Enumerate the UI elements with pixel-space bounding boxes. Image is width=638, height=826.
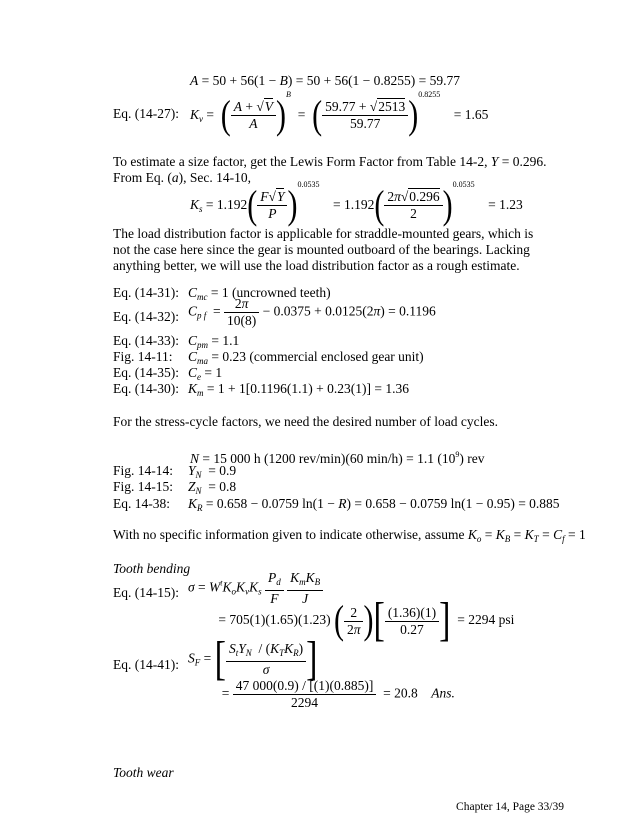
para-stress-cycle: For the stress-cycle factors, we need the desired number of load cycles. bbox=[113, 414, 498, 429]
para-load-distribution: The load distribution factor is applicable for straddle-mounted gears, which is not the case here since the gear is mounted outboard of the bearings. Lacking anything better, we will use the load distribution factor as a rough estimate. bbox=[113, 226, 534, 273]
equation-N: N = 15 000 h (1200 rev/min)(60 min/h) = 1.1 $(10^9)$ rev bbox=[190, 450, 485, 466]
factor-row-cpm: Eq. (14-33): $C_{pm} = 1.1$ bbox=[113, 333, 240, 350]
factor-row-ce: Eq. (14-35): $C_e = 1$ bbox=[113, 365, 223, 382]
para-assume: With no specific information given to indicate otherwise, assume $K_o = K_B = K_T = C_f = 1$ bbox=[113, 527, 586, 544]
factor-row-cpf: $C_{p f}$ = $\frac{2\pi}{10(8)}$ − 0.0375 + 0.0125(2π) = 0.1196 bbox=[188, 296, 436, 328]
page-footer: Chapter 14, Page 33/39 bbox=[456, 801, 564, 813]
para-lewis-2: From Eq. (a), Sec. 14-10, bbox=[113, 170, 251, 185]
factor-row-km: Eq. (14-30): $K_m = 1 + 1[0.1196(1.1) + 0.23(1)] = 1.36$ bbox=[113, 381, 409, 398]
row-zn: Fig. 14-15: $Z_N = 0.8$ bbox=[113, 479, 237, 496]
eq-14-27-label: Eq. (14-27): bbox=[113, 106, 179, 121]
eq-14-41: $S_F$ = [ $\frac{S_tY_N / (K_TK_R)}{\sigma}$ ] bbox=[188, 632, 318, 685]
eq-14-41-line2: = $\frac{47 000(0.9) / [(1)(0.885)]}{2294}$ = 20.8 Ans. bbox=[188, 678, 455, 710]
eq-14-15: $\sigma = W^tK_oK_vK_s$ $\frac{P_d}{F}$ $\frac{K_mK_B}{J}$ bbox=[188, 570, 323, 607]
factor-row-cmc: Eq. (14-31): $C_{mc} = 1$ (uncrowned teeth) bbox=[113, 285, 331, 302]
eq-14-15-result: = 2294 psi bbox=[457, 612, 515, 628]
eq-14-27: $K_v$ = ( $\frac{A + √V}{A}$ )$^B$ = ( $\frac{59.77 + √2513}{59.77}$ )$^{0.8255}$ = 1.65 bbox=[190, 90, 489, 138]
factor-row-cma: Fig. 14-11: $C_{ma} = 0.23$ (commercial enclosed gear unit) bbox=[113, 349, 424, 366]
eq-14-15-label: Eq. (14-15): bbox=[113, 585, 179, 600]
eq-14-41-label: Eq. (14-41): bbox=[113, 657, 179, 672]
row-kr: Eq. 14-38: $K_R = 0.658 - 0.0759$ ln(1 − R) = 0.658 − 0.0759 ln(1 − 0.95) = 0.885 bbox=[113, 496, 560, 513]
para-lewis-1: To estimate a size factor, get the Lewis Form Factor from Table 14-2, Y = 0.296. bbox=[113, 154, 547, 169]
equation-A: A = 50 + 56(1 − B) = 50 + 56(1 − 0.8255) = 59.77 bbox=[190, 73, 461, 88]
eq-14-15-line2: = 705(1)(1.65)(1.23) ( $\frac{2}{2\pi}$ )[ $\frac{(1.36)(1)}{0.27}$ ] = 2294 psi bbox=[218, 594, 515, 647]
row-yn: Fig. 14-14: $Y_N = 0.9$ bbox=[113, 463, 237, 480]
eq-ks-result: = 1.23 bbox=[488, 197, 523, 212]
factor-row-cpf-label: Eq. (14-32): bbox=[113, 309, 179, 324]
eq-ks: $K_s = 1.192$( $\frac{F√Y}{P}$ )$^{0.0535}$ = 1.192( $\frac{2\pi√0.296}{2}$ )$^{0.0535}$ = 1.23 bbox=[190, 180, 523, 228]
ans-label: Ans. bbox=[431, 685, 455, 701]
eq-14-41-result: = 20.8 bbox=[383, 685, 418, 701]
heading-tooth-bending: Tooth bending bbox=[113, 561, 191, 576]
eq-14-27-result: = 1.65 bbox=[453, 107, 489, 122]
heading-tooth-wear: Tooth wear bbox=[113, 765, 174, 780]
eq-14-27-exponent: 0.8255 bbox=[418, 90, 441, 99]
